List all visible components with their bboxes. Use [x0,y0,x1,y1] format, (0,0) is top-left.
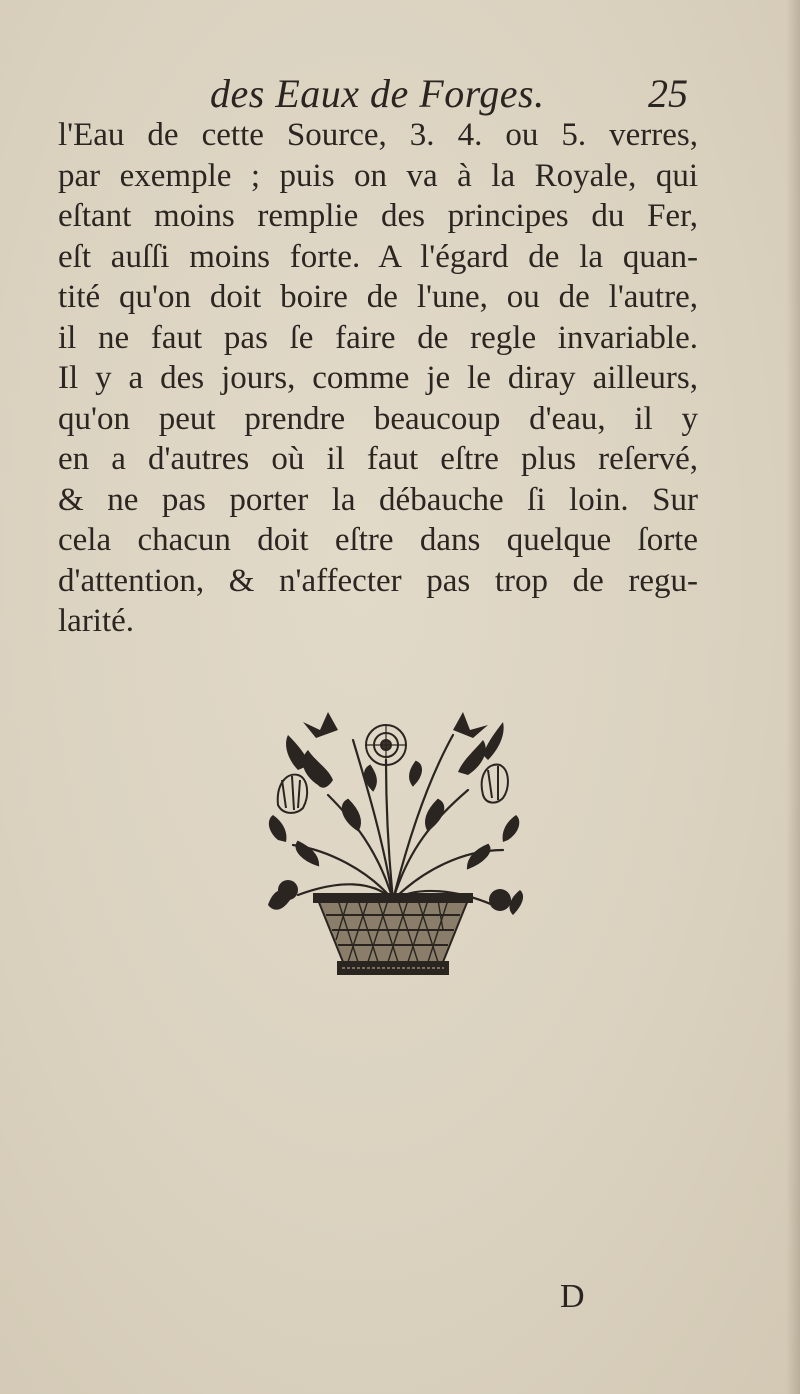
text-line: tité qu'on doit boire de l'une, ou de l'autre, [58,279,698,315]
text-line: eſt auſſi moins forte. A l'égard de la quan- [58,238,698,275]
text-line: d'attention, & n'affecter pas trop de regu- [58,562,698,599]
text-line: & ne pas porter la débauche ſi loin. Sur [58,481,698,518]
text-line: qu'on peut prendre beaucoup d'eau, il y [58,400,698,437]
page-number: 25 [648,71,688,116]
text-line: Il y a des jours, comme je le diray ailleurs, [58,360,698,396]
signature-mark: D [560,1278,585,1315]
text-line: l'Eau de cette Source, 3. 4. ou 5. verres, [58,117,698,153]
text-line: en a d'autres où il faut eſtre plus reſervé, [58,441,698,477]
text-line: il ne faut pas ſe faire de regle invariable. [58,319,698,356]
flower-basket-woodcut-icon [258,700,528,980]
text-line: larité. [58,603,135,639]
text-line: eſtant moins remplie des principes du Fer, [58,198,698,234]
text-line: cela chacun doit eſtre dans quelque ſorte [58,522,698,558]
body-text [58,115,698,642]
running-head-title: des Eaux de Forges. [210,71,545,116]
page-edge-shadow [786,0,800,1394]
text-line: par exemple ; puis on va à la Royale, qui [58,157,698,194]
running-head [0,70,800,120]
